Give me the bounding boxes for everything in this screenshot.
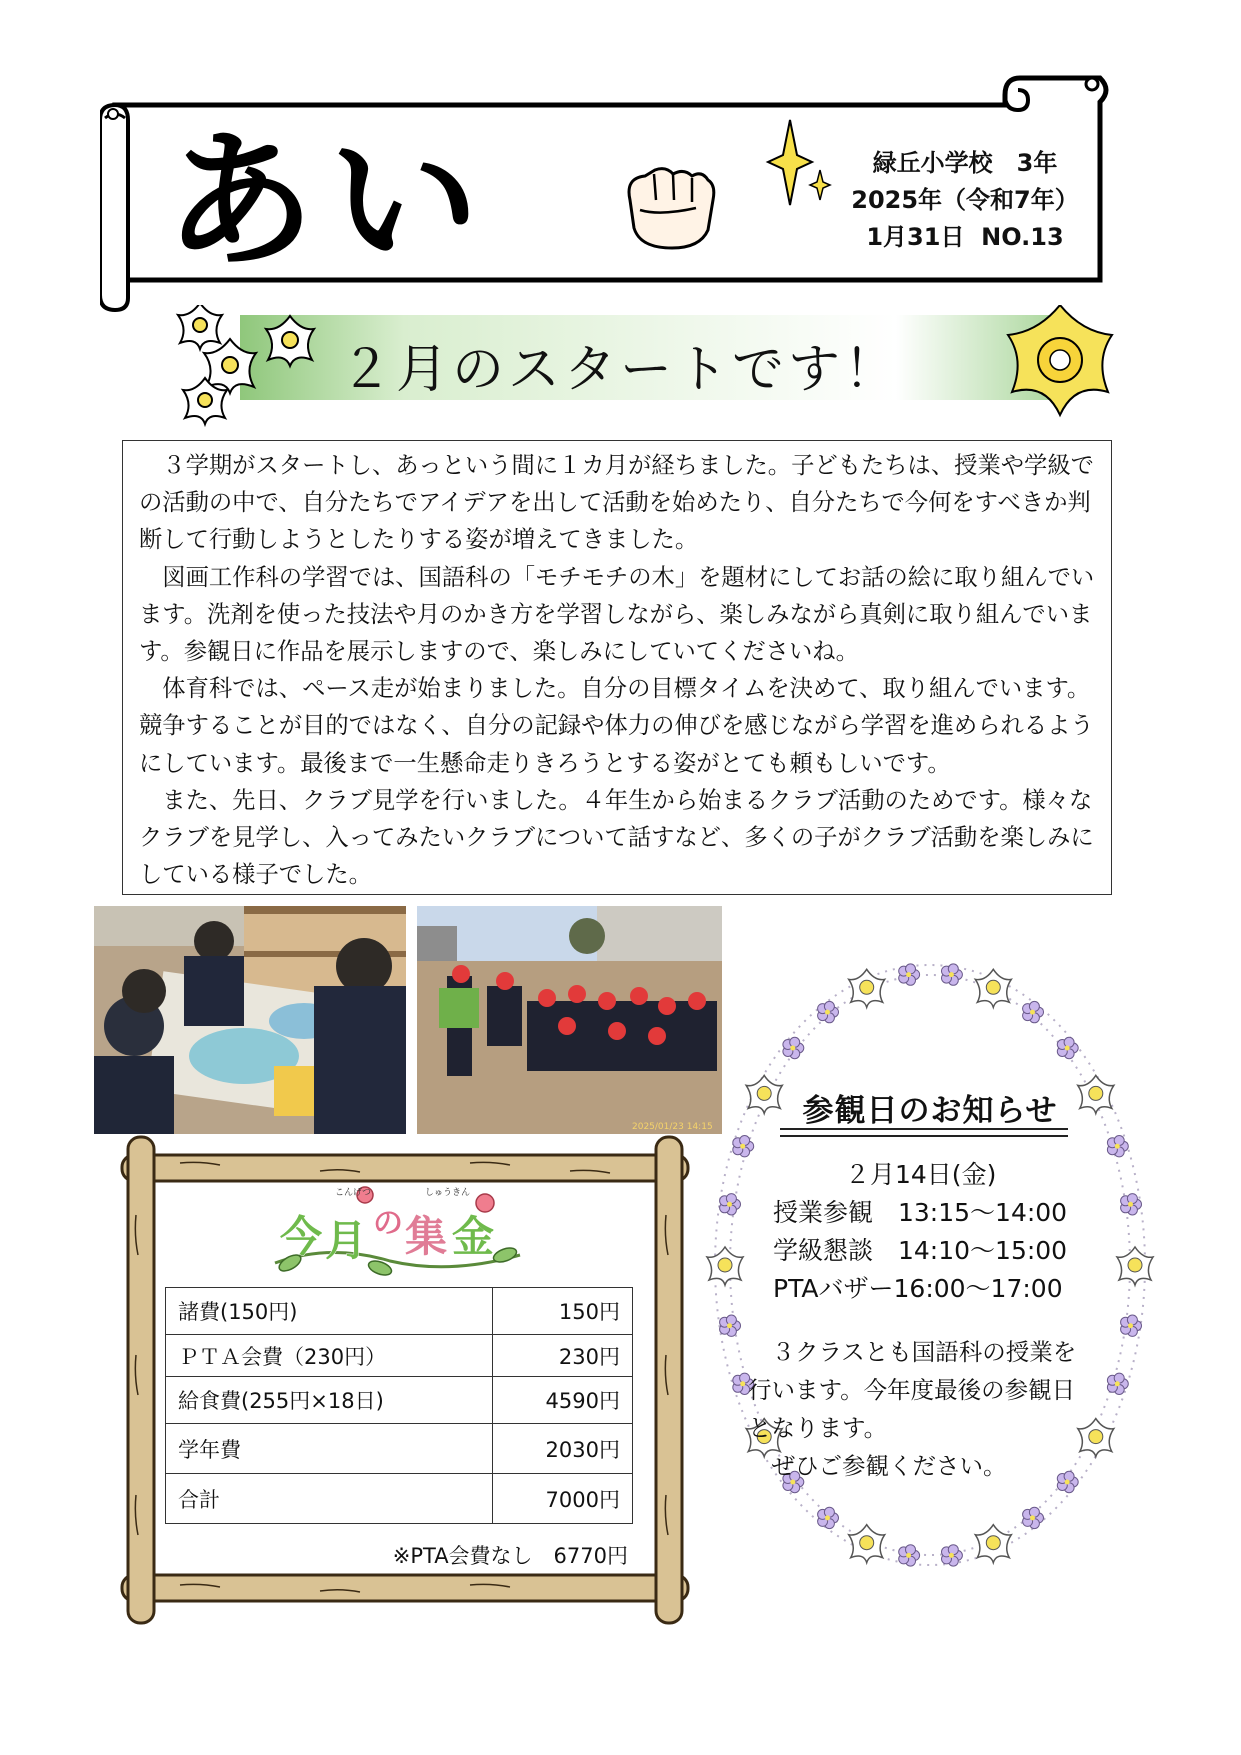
fee-label: 諸費(150円) — [166, 1288, 493, 1335]
fee-table — [165, 1287, 633, 1524]
small-flower-icon — [899, 1545, 920, 1566]
daffodil-icon — [975, 969, 1011, 1007]
daffodil-icon — [1078, 1075, 1114, 1113]
small-flower-icon — [1057, 1037, 1078, 1058]
fee-amount: 2030円 — [493, 1424, 633, 1474]
heading-underline — [780, 1128, 1068, 1137]
visit-message-line: となります。 — [748, 1414, 888, 1442]
issue-year: 2025年（令和7年） — [851, 186, 1079, 214]
fee-amount: 150円 — [493, 1288, 633, 1335]
schedule-item: 学級懇談 14:10～15:00 — [773, 1236, 1068, 1265]
small-flower-icon — [720, 1194, 741, 1215]
money-title-char: 金 — [452, 1212, 495, 1261]
daffodil-icon — [746, 1075, 782, 1113]
fee-label: ＰＴＡ会費（230円） — [166, 1335, 493, 1377]
table-row — [166, 1474, 633, 1524]
small-flower-icon — [942, 964, 963, 985]
table-row — [166, 1424, 633, 1474]
small-flower-icon — [1121, 1194, 1142, 1215]
ruby-shukin: しゅうきん — [425, 1188, 471, 1198]
intro-paragraph: ３学期がスタートし、あっという間に１カ月が経ちました。子どもたちは、授業や学級での活動の中で、自分たちでアイデアを出して活動を始めたり、自分たちで今何をすべきか判断して行動しようとしたりする姿が増えてきました。 — [139, 452, 1094, 554]
issue-date: 1月31日 — [866, 223, 965, 251]
small-flower-icon — [783, 1037, 804, 1058]
fee-amount: 4590円 — [493, 1377, 633, 1424]
fee-label: 給食費(255円×18日) — [166, 1377, 493, 1424]
money-title-char: 集 — [405, 1212, 448, 1261]
intro-text-box — [122, 440, 1112, 895]
issue-date-line — [845, 219, 1085, 256]
newsletter-title: あい — [165, 115, 494, 289]
small-flower-icon — [818, 1001, 839, 1022]
issue-number: NO.13 — [981, 223, 1064, 251]
daffodil-icon — [849, 969, 885, 1007]
fee-amount: 230円 — [493, 1335, 633, 1377]
intro-paragraph: 図画工作科の学習では、国語科の「モチモチの木」を題材にしてお話の絵に取り組んでいます。洗剤を使った技法や月のかき方を学習しながら、楽しみながら真剣に取り組んでいます。参観日に作品を展示しますので、楽しみにしていてくださいね。 — [139, 563, 1095, 666]
money-title-art — [270, 1183, 530, 1288]
school-class: 緑丘小学校 3年 — [872, 149, 1058, 177]
small-flower-icon — [1023, 1507, 1044, 1528]
daffodil-icon — [1117, 1247, 1153, 1285]
visit-message-line: 行います。今年度最後の参観日 — [748, 1376, 1076, 1404]
small-flower-icon — [1107, 1136, 1128, 1157]
small-flower-icon — [720, 1315, 741, 1336]
visit-day-heading: 参観日のお知らせ — [802, 1093, 1058, 1129]
photo-art-class — [94, 906, 406, 1134]
money-title-char: の — [373, 1206, 403, 1241]
visit-message — [748, 1333, 1103, 1485]
money-title-char: 月 — [325, 1216, 368, 1265]
money-title-char: 今 — [280, 1212, 323, 1261]
banner-heading: ２月のスタートです！ — [340, 340, 901, 400]
visit-message-line: ３クラスとも国語科の授業を — [748, 1338, 1077, 1366]
ruby-kongetsu: こんげつ — [335, 1188, 372, 1198]
fee-amount: 7000円 — [493, 1474, 633, 1524]
photo-timestamp: 2025/01/23 14:15 — [632, 1122, 713, 1132]
fee-label: 合計 — [166, 1474, 493, 1524]
fee-note: ※PTA会費なし 6770円 — [392, 1544, 628, 1568]
visit-message-line: ぜひご参観ください。 — [748, 1452, 1007, 1480]
small-flower-icon — [1121, 1315, 1142, 1336]
intro-paragraph: また、先日、クラブ見学を行いました。４年生から始まるクラブ活動のためです。様々なクラブを見学し、入ってみたいクラブについて話すなど、多くの子がクラブ活動を楽しみにしている様子でした。 — [139, 786, 1094, 889]
small-flower-icon — [818, 1507, 839, 1528]
school-info — [845, 145, 1085, 256]
fee-label: 学年費 — [166, 1424, 493, 1474]
photo-pe-class — [417, 906, 722, 1134]
small-flower-icon — [899, 964, 920, 985]
daffodil-icon — [707, 1247, 743, 1285]
daffodil-icon — [975, 1525, 1011, 1563]
daffodil-icon — [849, 1525, 885, 1563]
schedule-item: PTAバザー16:00～17:00 — [773, 1274, 1063, 1303]
small-flower-icon — [1023, 1001, 1044, 1022]
schedule-item: 授業参観 13:15～14:00 — [773, 1198, 1068, 1227]
table-row — [166, 1335, 633, 1377]
visit-date: ２月14日(金) — [845, 1160, 997, 1189]
table-row — [166, 1377, 633, 1424]
table-row — [166, 1288, 633, 1335]
intro-paragraph: 体育科では、ペース走が始まりました。自分の目標タイムを決めて、取り組んでいます。競争することが目的ではなく、自分の記録や体力の伸びを感じながら学習を進められるようにしています。最後まで一生懸命走りきろうとする姿がとても頼もしいです。 — [139, 675, 1094, 777]
